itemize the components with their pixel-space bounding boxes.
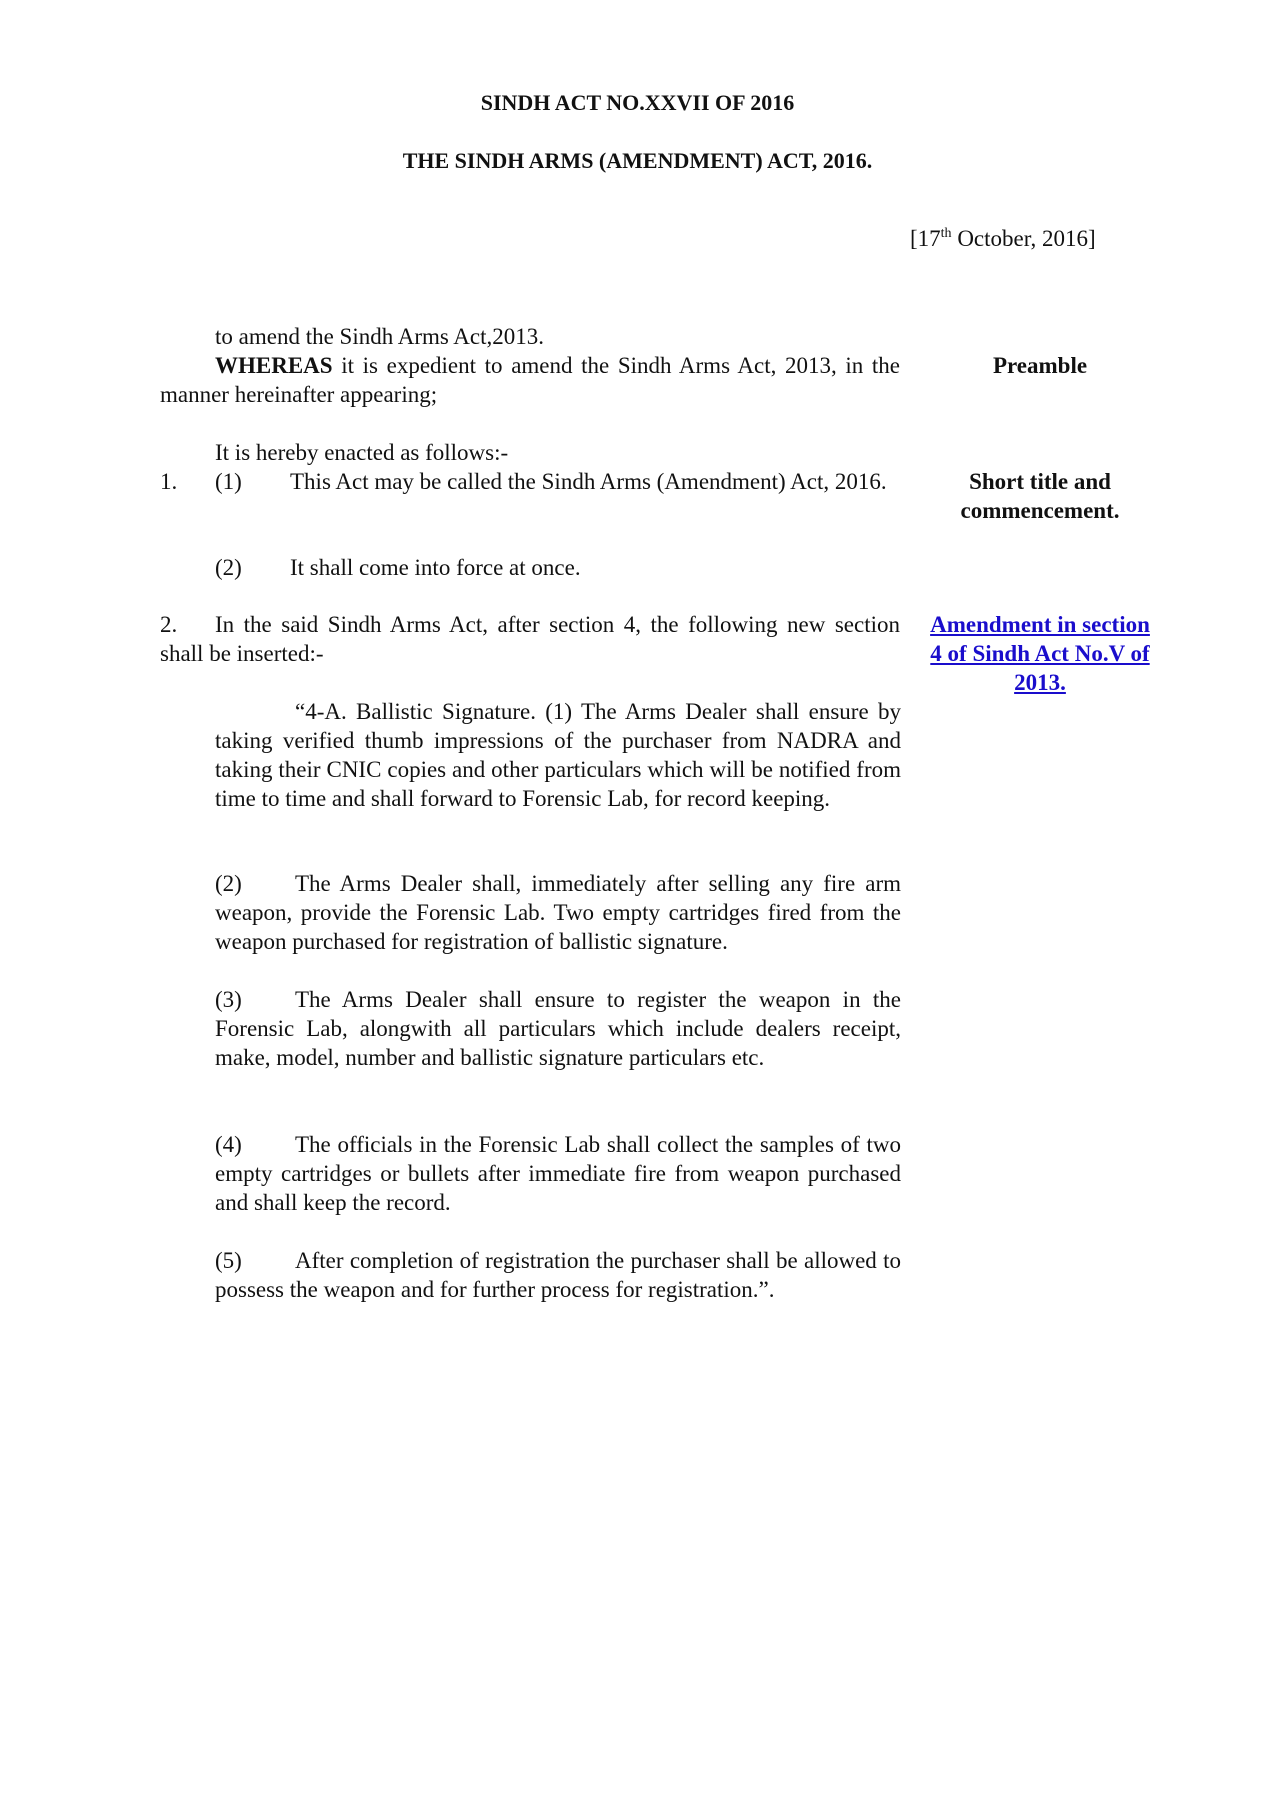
- margin-note-amendment-line-2: 4 of Sindh Act No.V of: [930, 641, 1150, 666]
- quoted-para-4-text: The officials in the Forensic Lab shall collect the samples of two empty cartridges or bullets after immediate fire from weapon purchased and shall keep the record.: [215, 1132, 901, 1215]
- section-1-sub-2-number: (2): [215, 555, 242, 580]
- section-2: [160, 610, 900, 668]
- quoted-para-4-number: (4): [215, 1132, 242, 1157]
- margin-note-amendment-line-1: Amendment in section: [930, 612, 1150, 637]
- section-1-sub-1-number: (1): [215, 469, 242, 494]
- quoted-para-1: “4-A. Ballistic Signature. (1) The Arms Dealer shall ensure by taking verified thumb impressions of the purchaser from NADRA and taking their CNIC copies and other particulars which will be notified from time to time and shall forward to Forensic Lab, for record keeping.: [215, 699, 901, 811]
- quoted-para-5-text: After completion of registration the purchaser shall be allowed to possess the weapon and for further process for registration.”.: [215, 1248, 901, 1302]
- enacted-clause: It is hereby enacted as follows:-: [215, 440, 509, 465]
- section-2-number: 2.: [160, 612, 178, 637]
- date-superscript: th: [940, 226, 952, 241]
- date-suffix: October, 2016]: [951, 226, 1096, 251]
- margin-note-amendment-link[interactable]: [910, 610, 1170, 697]
- act-title: THE SINDH ARMS (AMENDMENT) ACT, 2016.: [402, 148, 873, 173]
- section-1-sub-1: [160, 467, 900, 496]
- whereas-text: it is expedient to amend the Sindh Arms Act, 2013, in the manner hereinafter appearing;: [160, 353, 900, 407]
- act-date: [910, 224, 1096, 253]
- section-1-number: 1.: [160, 469, 178, 494]
- quoted-para-4: [215, 1130, 901, 1217]
- date-prefix: [17: [910, 226, 941, 251]
- margin-note-preamble: Preamble: [992, 353, 1088, 378]
- quoted-para-3-number: (3): [215, 987, 242, 1012]
- margin-note-short-title-line-1: Short title and: [969, 469, 1111, 494]
- margin-note-short-title-line-2: commencement.: [960, 498, 1120, 523]
- quoted-para-3: [215, 985, 901, 1072]
- quoted-para-3-text: The Arms Dealer shall ensure to register the weapon in the Forensic Lab, alongwith all particulars which include dealers receipt, make, model, number and ballistic signature particulars etc.: [215, 987, 901, 1070]
- section-2-text: In the said Sindh Arms Act, after section 4, the following new section shall be inserted:-: [160, 612, 900, 666]
- quoted-para-2-number: (2): [215, 871, 242, 896]
- margin-note-amendment-line-3: 2013.: [1014, 670, 1066, 695]
- quoted-para-2: [215, 869, 901, 956]
- section-1-sub-2: [215, 553, 900, 582]
- margin-note-short-title: [910, 467, 1170, 525]
- preamble-intro: to amend the Sindh Arms Act,2013.: [215, 324, 545, 349]
- act-number: SINDH ACT NO.XXVII OF 2016: [480, 90, 795, 115]
- quoted-para-5: [215, 1246, 901, 1304]
- quoted-para-5-number: (5): [215, 1248, 242, 1273]
- section-1-sub-1-text: This Act may be called the Sindh Arms (Amendment) Act, 2016.: [290, 469, 887, 494]
- section-1-sub-2-text: It shall come into force at once.: [290, 555, 581, 580]
- preamble-whereas: [160, 351, 900, 409]
- quoted-para-2-text: The Arms Dealer shall, immediately after selling any fire arm weapon, provide the Forensic Lab. Two empty cartridges fired from the weapon purchased for registration of ballistic signature.: [215, 871, 901, 954]
- whereas-keyword: WHEREAS: [215, 353, 333, 378]
